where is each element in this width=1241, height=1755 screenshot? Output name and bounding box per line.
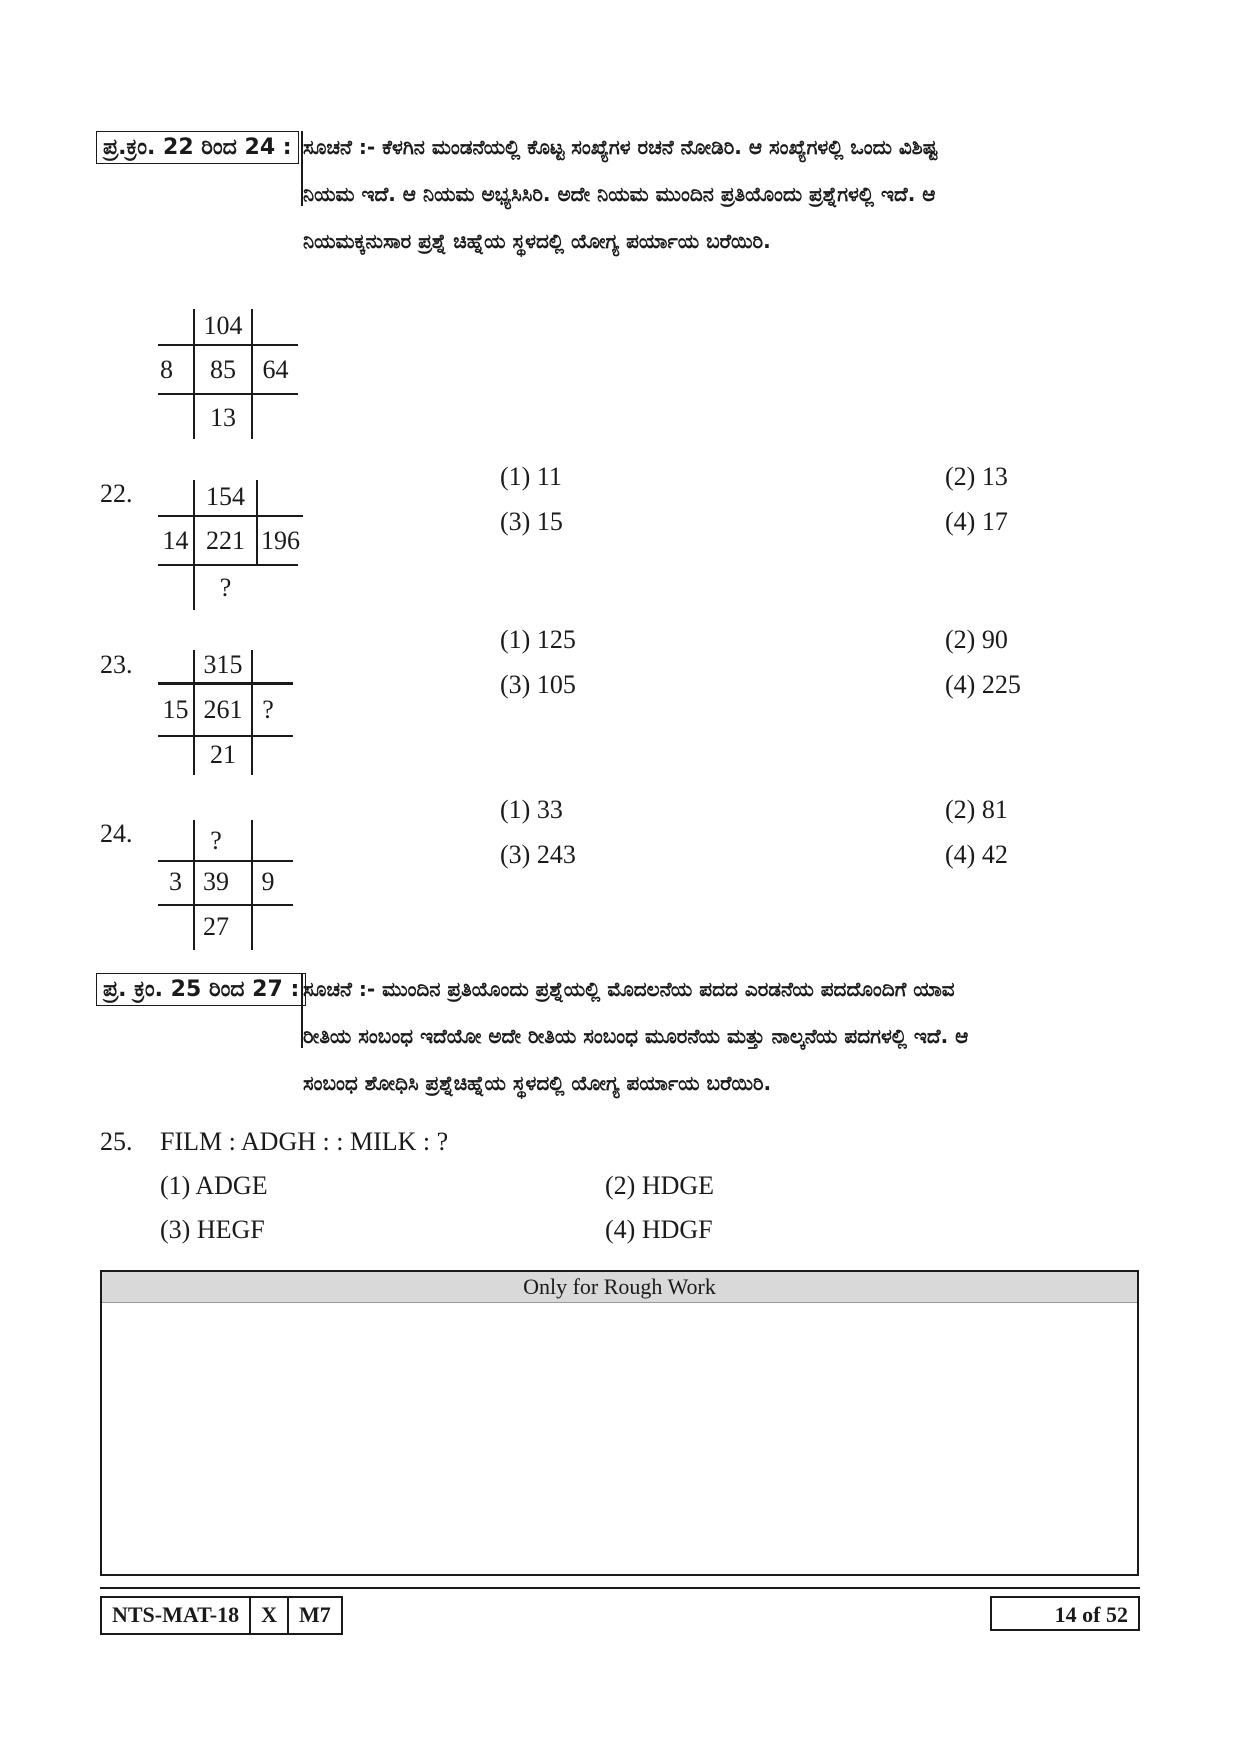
question-number: 22. [100,479,133,508]
option: (2) 13 [945,462,1008,491]
option: (4) 225 [945,670,1021,699]
footer-rule [100,1587,1140,1589]
option: (1) 11 [500,462,562,491]
grid-right: 9 [261,867,275,896]
question-number: 23. [100,650,133,679]
option: (2) HDGE [605,1171,715,1200]
example-grid [158,309,298,439]
instruction-line: ಸೂಚನೆ :- ಕೆಳಗಿನ ಮಂಡನೆಯಲ್ಲಿ ಕೊಟ್ಟ ಸಂಖ್ಯೆಗಳ ರಚನೆ ನೋಡಿರಿ. ಆ ಸಂಖ್ಯೆಗಳಲ್ಲಿ ಒಂದು ವಿಶಿಷ್ಟ [303,135,938,159]
instruction-divider [301,973,303,1048]
medium-code: M7 [299,1602,331,1627]
option: (4) 42 [945,840,1008,869]
instruction-text-22-24 [303,124,1153,265]
grid-top: ? [210,826,222,855]
class-code: X [251,1598,289,1633]
grid-center: 85 [210,355,236,384]
instruction-text-25-27 [303,966,1153,1107]
grid-bottom: 21 [210,740,236,769]
instruction-line: ಸಂಬಂಧ ಶೋಧಿಸಿ ಪ್ರಶ್ನೆಚಿಹ್ನೆಯ ಸ್ಥಳದಲ್ಲಿ ಯೋಗ್ಯ ಪರ್ಯಾಯ ಬರೆಯಿರಿ. [303,1071,772,1095]
option: (1) 125 [500,625,576,654]
option: (3) 243 [500,840,576,869]
question-number: 24. [100,819,133,848]
option: (3) 15 [500,507,563,536]
page-number: 14 of 52 [990,1596,1140,1631]
grid-right: 64 [262,355,289,384]
question-22-grid [158,480,303,610]
grid-right: ? [262,695,274,724]
grid-right: 196 [261,526,300,555]
question-number: 25. [100,1127,133,1156]
instruction-divider [301,131,303,206]
question-24-grid [158,820,293,950]
rough-work-label: Only for Rough Work [102,1272,1137,1303]
option: (4) HDGF [605,1215,713,1244]
option: (3) HEGF [160,1215,265,1244]
grid-left: 8 [160,355,173,384]
option: (1) ADGE [160,1171,268,1200]
exam-code: NTS-MAT-18 [102,1598,251,1633]
instruction-label-22-24: ಪ್ರ.ಕ್ರಂ. 22 ರಿಂದ 24 : [96,131,299,164]
option: (2) 90 [945,625,1008,654]
instruction-line: ನಿಯಮ ಇದೆ. ಆ ನಿಯಮ ಅಭ್ಯಸಿಸಿರಿ. ಅದೇ ನಿಯಮ ಮುಂದಿನ ಪ್ರತಿಯೊಂದು ಪ್ರಶ್ನೆಗಳಲ್ಲಿ ಇದೆ. ಆ [303,182,936,206]
grid-top: 104 [203,311,243,340]
question-23-grid [158,650,298,780]
grid-bottom: ? [219,573,232,602]
option: (3) 105 [500,670,576,699]
grid-bottom: 27 [203,912,229,941]
instruction-label-25-27: ಪ್ರ. ಕ್ರಂ. 25 ರಿಂದ 27 : [96,973,306,1006]
grid-left: 3 [169,867,182,896]
grid-top: 154 [206,482,245,511]
footer-code-box [100,1596,343,1635]
option: (4) 17 [945,507,1008,536]
option: (1) 33 [500,795,563,824]
grid-top: 315 [203,650,243,679]
rough-work-box [100,1270,1139,1576]
grid-left: 14 [162,526,189,555]
instruction-line: ರೀತಿಯ ಸಂಬಂಧ ಇದೆಯೋ ಅದೇ ರೀತಿಯ ಸಂಬಂಧ ಮೂರನೆಯ ಮತ್ತು ನಾಲ್ಕನೆಯ ಪದಗಳಲ್ಲಿ ಇದೆ. ಆ [303,1024,969,1048]
grid-center: 261 [203,695,243,724]
grid-center: 39 [203,867,229,896]
question-text: FILM : ADGH : : MILK : ? [160,1127,449,1156]
grid-center: 221 [206,526,245,555]
grid-left: 15 [162,695,189,724]
instruction-line: ಸೂಚನೆ :- ಮುಂದಿನ ಪ್ರತಿಯೊಂದು ಪ್ರಶ್ನೆಯಲ್ಲಿ ಮೊದಲನೆಯ ಪದದ ಎರಡನೆಯ ಪದದೊಂದಿಗೆ ಯಾವ [303,977,955,1001]
grid-bottom: 13 [210,403,236,432]
instruction-line: ನಿಯಮಕ್ಕನುಸಾರ ಪ್ರಶ್ನೆ ಚಿಹ್ನೆಯ ಸ್ಥಳದಲ್ಲಿ ಯೋಗ್ಯ ಪರ್ಯಾಯ ಬರೆಯಿರಿ. [303,229,771,253]
option: (2) 81 [945,795,1008,824]
